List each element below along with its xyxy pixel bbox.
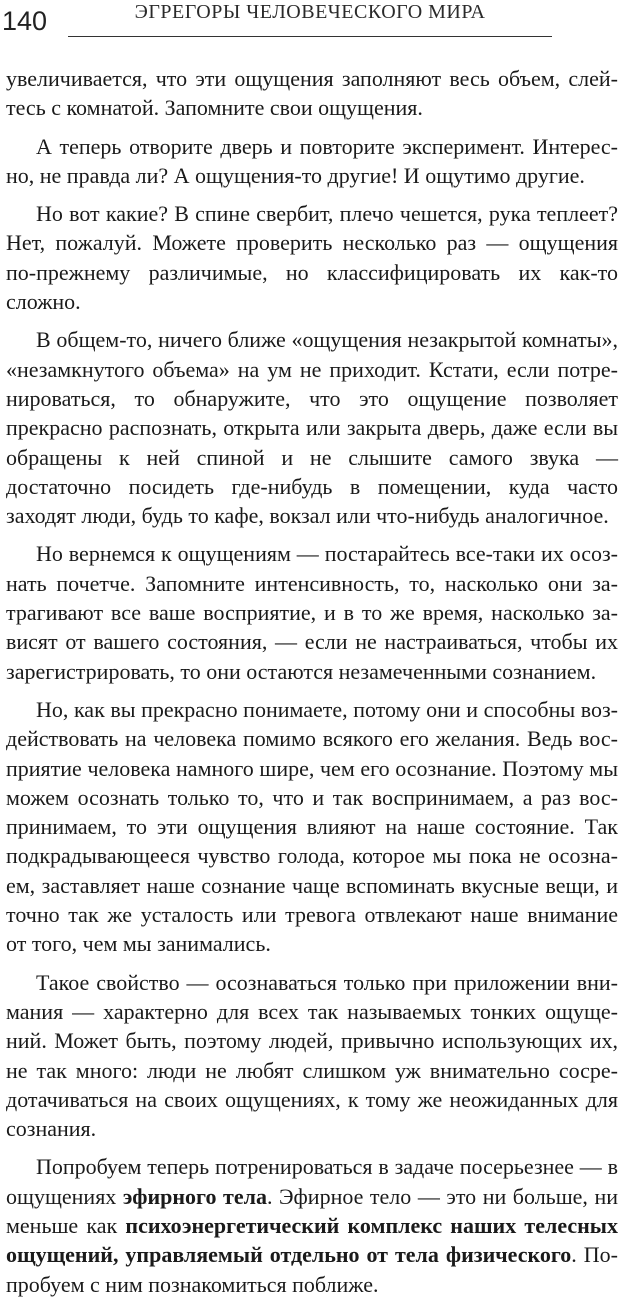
paragraph-4: В общем-то, ничего ближе «ощущения незакрытой комнаты», «незамкнутого объема» на ум не приходит. Кстати, если потренироваться, то обнаружите, что это ощущение позволяет прекрасно распознать, открыта или закрыта дверь, даже если вы обращены к ней спиной и не слышите самого звука — достаточно посидеть где-нибудь в помещении, куда часто заходят люди, будь то кафе, вокзал или что-нибудь аналогичное. — [6, 327, 618, 529]
paragraph-8-bold-term: эфирного тела — [122, 1183, 267, 1209]
paragraph-8-text-c: . Эфирное тело — это ни больше, ни меньше как — [6, 1183, 619, 1238]
running-title: ЭГРЕГОРЫ ЧЕЛОВЕЧЕСКОГО МИРА — [134, 1, 486, 23]
paragraph-8-text-e: . Попробуем с ним познакомиться поближе. — [6, 1242, 618, 1297]
paragraph-5: Но вернемся к ощущениям — постарайтесь все-таки их осознать почетче. Запомните интенсивность, то, насколько они затрагивают все ваше восприятие, и в то же время, насколько зависят от вашего состояния, — если не настраиваться, чтобы их зарегистрировать, то они остаются незамеченными сознанием. — [6, 541, 618, 684]
paragraph-8-text-a: Попробуем теперь потренироваться в задаче посерьезнее — в ощущениях — [6, 1154, 618, 1209]
paragraph-2: А теперь отворите дверь и повторите эксперимент. Интересно, не правда ли? А ощущения-то другие! И ощутимо другие. — [6, 133, 618, 188]
paragraph-3: Но вот какие? В спине свербит, плечо чешется, рука теплеет? Нет, пожалуй. Можете проверить несколько раз — ощущения по-прежнему различимые, но классифицировать их как-то сложно. — [6, 201, 618, 315]
paragraph-7: Такое свойство — осознаваться только при приложении внимания — характерно для всех так называемых тонких ощущений. Может быть, поэтому людей, привычно использующих их, не так много: люди не любят слишком уж внимательно сосредотачиваться на своих ощущениях, к тому же неожиданных для сознания. — [6, 969, 618, 1142]
body-text — [6, 64, 618, 1299]
page-number: 140 — [2, 6, 48, 36]
paragraph-1: увеличивается, что эти ощущения заполняют весь объем, слейтесь с комнатой. Запомните свои ощущения. — [6, 66, 618, 121]
header-rule — [68, 36, 552, 37]
paragraph-8 — [6, 1152, 618, 1298]
paragraph-8-bold-definition: психоэнергетический комплекс наших телесных ощущений, управляемый отдельно от тела физического — [6, 1212, 618, 1268]
page-header — [0, 0, 620, 44]
paragraph-6: Но, как вы прекрасно понимаете, потому они и способны воздействовать на человека помимо всякого его желания. Ведь восприятие человека намного шире, чем его осознание. Поэтому мы можем осознать только то, что и так воспринимаем, а раз воспринимаем, то эти ощущения влияют на наше состояние. Так подкрадывающееся чувство голода, которое мы пока не осознаем, заставляет наше сознание чаще вспоминать вкусные вещи, и точно так же усталость или тревога отвлекают наше внимание от того, чем мы занимались. — [6, 696, 618, 957]
